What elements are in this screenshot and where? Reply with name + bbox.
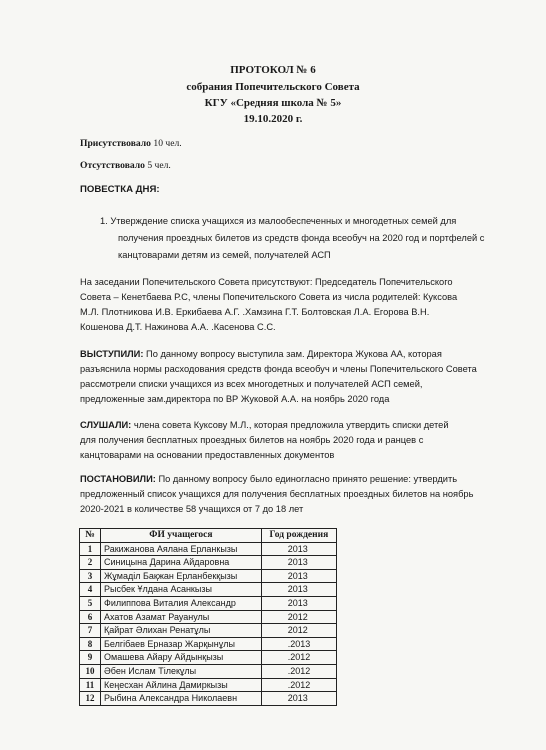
spoke-label: ВЫСТУПИЛИ: <box>80 349 144 359</box>
birth-year: 2013 <box>261 583 336 597</box>
birth-year: .2012 <box>261 678 336 692</box>
paragraph-line: 2020-2021 в количестве 58 учащихся от 7 до 18 лет <box>80 504 304 514</box>
heard-label: СЛУШАЛИ: <box>80 420 132 430</box>
agenda-line: 1. Утверждение списка учащихся из малообеспеченных и многодетных семей для <box>100 216 457 226</box>
table-row <box>80 542 337 556</box>
paragraph-line: На заседании Попечительского Совета присутствуют: Председатель Попечительского <box>80 277 453 287</box>
table-row <box>80 678 337 692</box>
table-row <box>80 637 337 651</box>
row-number: 1 <box>80 542 101 556</box>
agenda-line: получения проездных билетов из средств фонда всеобуч на 2020 год и портфелей с <box>118 233 485 243</box>
meeting-paragraph <box>80 275 457 335</box>
col-year-header: Год рождения <box>261 529 336 543</box>
school-name: КГУ «Средняя школа № 5» <box>204 97 342 109</box>
student-name: Филиппова Виталия Александр <box>101 596 262 610</box>
birth-year: .2012 <box>261 664 336 678</box>
student-name: Омашева Айару Айдынқызы <box>101 651 262 665</box>
birth-year: 2012 <box>261 624 336 638</box>
student-name: Рысбек Ұлдана Асанкызы <box>101 583 262 597</box>
absent-value: 5 чел. <box>147 160 171 171</box>
paragraph-line: рассмотрели списки учащихся из всех многодетных и получателей АСП семей, <box>80 379 423 389</box>
row-number: 8 <box>80 637 101 651</box>
agenda-item-1 <box>100 213 484 264</box>
birth-year: 2013 <box>261 569 336 583</box>
resolved-label: ПОСТАНОВИЛИ: <box>80 474 156 484</box>
table-row <box>80 596 337 610</box>
birth-year: 2013 <box>261 556 336 570</box>
student-name: Жұмаділ Бақжан Ерланбекқызы <box>101 569 262 583</box>
protocol-date: 19.10.2020 г. <box>243 113 303 125</box>
birth-year: 2013 <box>261 542 336 556</box>
birth-year: .2013 <box>261 637 336 651</box>
paragraph-line: члена совета Куксову М.Л., которая предложила утвердить списки детей <box>131 420 449 430</box>
student-name: Рыбина Александра Николаевн <box>101 692 262 706</box>
students-table <box>79 528 337 706</box>
heard-paragraph <box>80 418 449 463</box>
row-number: 5 <box>80 596 101 610</box>
birth-year: 2012 <box>261 610 336 624</box>
row-number: 11 <box>80 678 101 692</box>
row-number: 7 <box>80 624 101 638</box>
agenda-heading: ПОВЕСТКА ДНЯ: <box>80 184 160 195</box>
table-row <box>80 651 337 665</box>
table-row <box>80 583 337 597</box>
row-number: 4 <box>80 583 101 597</box>
paragraph-line: М.Л. Плотникова И.В. Еркибаева А.Г. .Хамзина Г.Т. Болтовская Л.А. Егорова В.Н. <box>80 307 430 317</box>
paragraph-line: разъяснила нормы расходования средств фонда всеобуч и члены Попечительского Совета <box>80 364 477 374</box>
protocol-title: ПРОТОКОЛ № 6 <box>230 64 316 76</box>
row-number: 9 <box>80 651 101 665</box>
table-header-row <box>80 529 337 543</box>
table-row <box>80 624 337 638</box>
col-number-header: № <box>80 529 101 543</box>
agenda-line: канцтоварами детям из семей, получателей АСП <box>118 250 331 260</box>
absent-line <box>80 158 171 173</box>
present-value: 10 чел. <box>153 138 182 149</box>
row-number: 3 <box>80 569 101 583</box>
birth-year: 2013 <box>261 596 336 610</box>
student-name: Белгібаев Ерназар Жарқынұлы <box>101 637 262 651</box>
table-row <box>80 692 337 706</box>
present-line <box>80 136 182 151</box>
absent-label: Отсутствовало <box>80 160 145 171</box>
paragraph-line: Кошенова Д.Т. Нажинова А.А. .Касенова С.С. <box>80 322 276 332</box>
col-name-header: ФИ учащегося <box>101 529 262 543</box>
student-name: Ракижанова Аялана Ерланкызы <box>101 542 262 556</box>
row-number: 2 <box>80 556 101 570</box>
paragraph-line: По данному вопросу выступила зам. Директора Жукова АА, которая <box>143 349 442 359</box>
table-row <box>80 610 337 624</box>
student-name: Қайрат Әлихан Ренатұлы <box>101 624 262 638</box>
paragraph-line: По данному вопросу было единогласно принято решение: утвердить <box>155 474 458 484</box>
paragraph-line: канцтоварами на основании предоставленных документов <box>80 450 335 460</box>
table-row <box>80 664 337 678</box>
student-name: Әбен Ислам Тілекұлы <box>101 664 262 678</box>
paragraph-line: предложенные зам.директора по ВР Жуковой А.А. на ноябрь 2020 года <box>80 394 390 404</box>
present-label: Присутствовало <box>80 138 151 149</box>
row-number: 10 <box>80 664 101 678</box>
resolved-paragraph <box>80 472 473 517</box>
student-name: Кеңесхан Айлина Дамиркызы <box>101 678 262 692</box>
protocol-subtitle: собрания Попечительского Совета <box>186 81 360 93</box>
row-number: 12 <box>80 692 101 706</box>
table-row <box>80 569 337 583</box>
row-number: 6 <box>80 610 101 624</box>
birth-year: 2013 <box>261 692 336 706</box>
student-name: Ахатов Азамат Рауанулы <box>101 610 262 624</box>
spoke-paragraph <box>80 347 477 407</box>
birth-year: .2012 <box>261 651 336 665</box>
paragraph-line: предложенный список учащихся для получения бесплатных проездных билетов на ноябрь <box>80 489 474 499</box>
student-name: Синицына Дарина Айдаровна <box>101 556 262 570</box>
table-row <box>80 556 337 570</box>
paragraph-line: Совета – Кенетбаева Р.С, члены Попечительского Совета из числа родителей: Куксова <box>80 292 458 302</box>
paragraph-line: для получения бесплатных проездных билетов на ноябрь 2020 года и ранцев с <box>80 435 424 445</box>
